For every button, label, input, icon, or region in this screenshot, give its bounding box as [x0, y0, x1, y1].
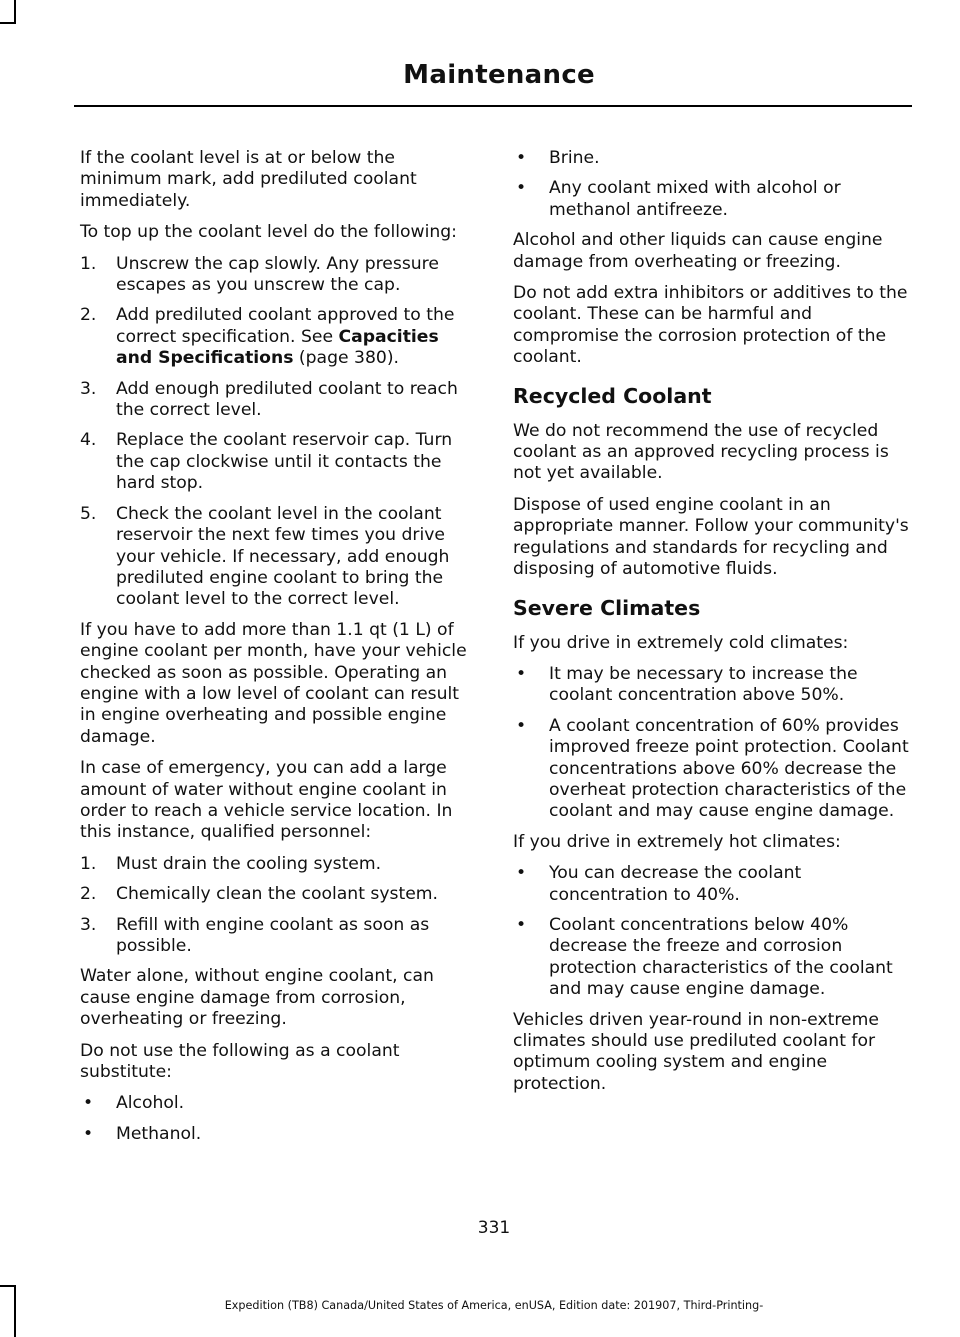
- step-text: Add enough prediluted coolant to reach the correct level.: [116, 378, 458, 421]
- step-text: Unscrew the cap slowly. Any pressure escapes as you unscrew the cap.: [116, 253, 439, 296]
- list-item: [80, 430, 478, 494]
- page-title: Maintenance: [403, 60, 595, 90]
- bullet-marker: •: [516, 914, 527, 935]
- list-item: [80, 884, 478, 905]
- left-column: [80, 148, 478, 1154]
- list-item: [80, 504, 478, 611]
- step-text: (page 380).: [293, 348, 399, 369]
- footer-text: Expedition (TB8) Canada/United States of America, enUSA, Edition date: 201907, Third-Printing-: [224, 1299, 764, 1312]
- bullet-text: Any coolant mixed with alcohol or methanol antifreeze.: [549, 178, 841, 220]
- paragraph: Dispose of used engine coolant in an appropriate manner. Follow your community's regulations and standards for recycling and disposing of automotive fluids.: [513, 494, 909, 580]
- paragraph: Vehicles driven year-round in non-extreme climates should use prediluted coolant for optimum cooling system and engine protection.: [513, 1009, 879, 1094]
- list-item: [513, 915, 910, 1001]
- bullet-marker: •: [516, 863, 527, 884]
- list-item: [80, 915, 478, 958]
- step-number: 5.: [80, 503, 97, 524]
- cross-reference-link[interactable]: Capacities and Specifications: [116, 326, 439, 369]
- paragraph: Water alone, without engine coolant, can cause engine damage from corrosion, overheating or freezing.: [80, 966, 434, 1030]
- bullet-text: You can decrease the coolant concentration to 40%.: [549, 863, 802, 905]
- step-text: Chemically clean the coolant system.: [116, 884, 438, 905]
- bullet-marker: •: [83, 1123, 94, 1144]
- header-divider: [74, 105, 912, 107]
- paragraph: Do not add extra inhibitors or additives to the coolant. These can be harmful and compromise the corrosion protection of the coolant.: [513, 283, 908, 368]
- step-number: 3.: [80, 378, 97, 399]
- page-number: 331: [477, 1218, 511, 1238]
- bullet-text: Alcohol.: [116, 1093, 185, 1114]
- paragraph: We do not recommend the use of recycled coolant as an approved recycling process is not yet available.: [513, 420, 889, 484]
- step-text: Must drain the cooling system.: [116, 853, 382, 874]
- step-text: Refill with engine coolant as soon as possible.: [116, 914, 430, 956]
- list-item: [80, 854, 478, 875]
- list-item: [80, 305, 478, 369]
- paragraph: If you drive in extremely cold climates:: [513, 632, 849, 653]
- bullet-text: Coolant concentrations below 40% decrease the freeze and corrosion protection characteristics of the coolant and may cause engine damage.: [549, 914, 893, 1000]
- step-text: Replace the coolant reservoir cap. Turn the cap clockwise until it contacts the hard stop.: [116, 430, 453, 494]
- bullet-marker: •: [83, 1093, 94, 1114]
- step-number: 3.: [80, 914, 97, 935]
- right-column: [513, 148, 910, 1105]
- bullet-text: Brine.: [549, 148, 600, 168]
- bullet-marker: •: [516, 178, 527, 199]
- step-text: Check the coolant level in the coolant reservoir the next few times you drive your vehicle. If necessary, add enough prediluted engine coolant to bring the coolant level to the correct level.: [116, 503, 450, 610]
- step-number: 1.: [80, 853, 97, 874]
- bullet-marker: •: [516, 715, 527, 736]
- list-item: [80, 1124, 478, 1145]
- list-item: [513, 716, 910, 823]
- paragraph: In case of emergency, you can add a large amount of water without engine coolant in order to reach a vehicle service location. In this instance, qualified personnel:: [80, 758, 453, 843]
- step-number: 2.: [80, 884, 97, 905]
- list-item: [80, 254, 478, 297]
- step-text: Add prediluted coolant approved to the correct specification. See: [116, 305, 455, 347]
- bullet-text: It may be necessary to increase the coolant concentration above 50%.: [549, 663, 858, 706]
- step-number: 2.: [80, 305, 97, 326]
- bullet-marker: •: [516, 663, 527, 684]
- list-item: [513, 148, 910, 169]
- paragraph: Alcohol and other liquids can cause engine damage from overheating or freezing.: [513, 230, 883, 272]
- paragraph: If the coolant level is at or below the minimum mark, add prediluted coolant immediately.: [80, 148, 417, 211]
- paragraph: If you have to add more than 1.1 qt (1 L) of engine coolant per month, have your vehicle checked as soon as possible. Operating an engine with a low level of coolant can result in engine overheating and possible engine damage.: [80, 619, 467, 747]
- paragraph: If you drive in extremely hot climates:: [513, 831, 841, 852]
- paragraph: To top up the coolant level do the following:: [80, 222, 457, 243]
- step-number: 4.: [80, 430, 97, 451]
- list-item: [80, 1093, 478, 1114]
- list-item: [513, 178, 910, 221]
- bullet-text: Methanol.: [116, 1123, 202, 1144]
- crop-mark: [0, 22, 16, 24]
- list-item: [80, 379, 478, 422]
- paragraph: Do not use the following as a coolant substitute:: [80, 1040, 400, 1083]
- bullet-text: A coolant concentration of 60% provides improved freeze point protection. Coolant concentrations above 60% decrease the overheat protection characteristics of the coolant and may cause engine damage.: [549, 715, 909, 822]
- section-heading: Recycled Coolant: [513, 383, 712, 408]
- bullet-marker: •: [516, 148, 527, 168]
- list-item: [513, 863, 910, 906]
- section-heading: Severe Climates: [513, 595, 701, 620]
- crop-mark: [0, 1285, 16, 1287]
- step-number: 1.: [80, 253, 97, 274]
- list-item: [513, 664, 910, 707]
- crop-mark: [14, 0, 16, 22]
